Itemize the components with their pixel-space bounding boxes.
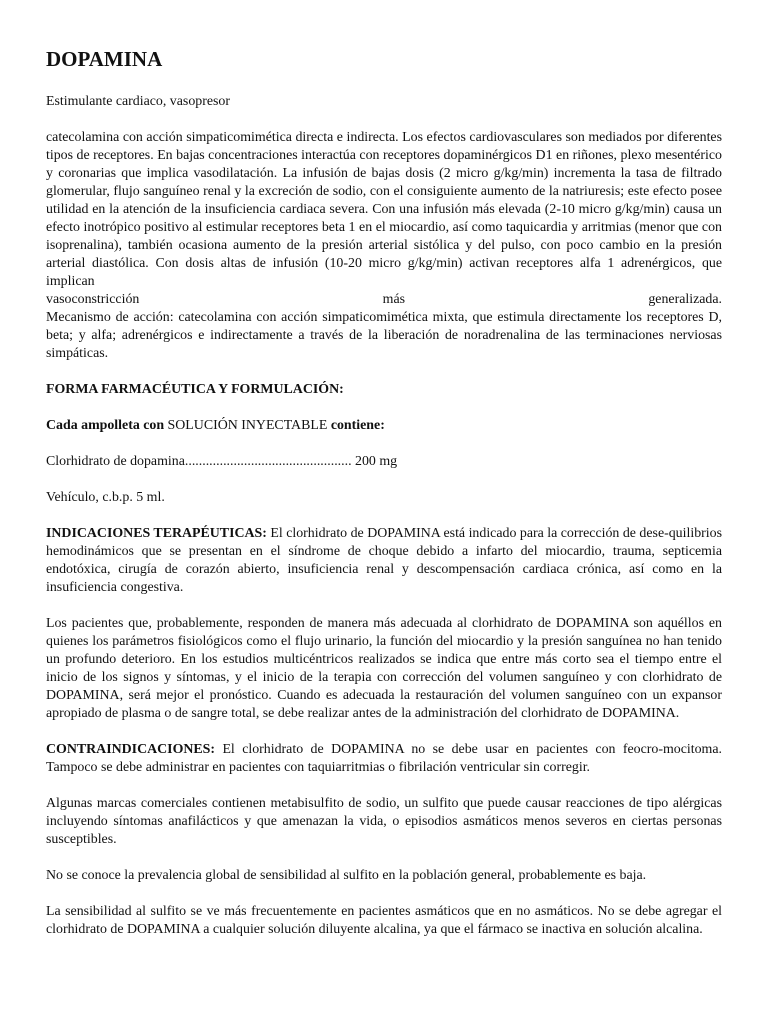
- intro-spread-word-1: vasoconstricción: [46, 292, 140, 308]
- prevalence-paragraph: No se conoce la prevalencia global de sensibilidad al sulfito en la población general, probablemente es baja.: [46, 868, 647, 884]
- vehicle-line: Vehículo, c.b.p. 5 ml.: [46, 490, 165, 506]
- document-title: DOPAMINA: [46, 47, 163, 71]
- spacer: [46, 777, 722, 795]
- sulfite-paragraph: Algunas marcas comerciales contienen metabisulfito de sodio, un sulfito que puede causar reacciones de tipo alérgicas incluyendo síntomas anafilácticos y que amenazan la vida, o episodios asmáticos menos severos en ciertas personas susceptibles.: [46, 796, 722, 848]
- indications-paragraph: [46, 525, 722, 597]
- spacer: [46, 885, 722, 903]
- contraindications-text: El clorhidrato de DOPAMINA no se debe usar en pacientes con feocro-mocitoma. Tampoco se debe administrar en pacientes con taquiarritmias o fibrilación ventricular sin corregir.: [46, 742, 722, 776]
- intro-spread-word-2: más: [382, 292, 406, 308]
- ampoule-line: [46, 417, 722, 435]
- intro-paragraph: catecolamina con acción simpaticomimética directa e indirecta. Los efectos cardiovasculares son mediados por diferentes tipos de receptores. En bajas concentraciones interactúa con receptores dopaminérgicos D1 en riñones, plexo mesentérico y coronarias que implica vasodilatación. La infusión de bajas dosis (2 micro g/kg/min) incrementa la tasa de filtrado glomerular, flujo sanguíneo renal y la excreción de sodio, con el consiguiente aumento de la natriuresis; este efecto posee utilidad en la atención de la insuficiencia cardiaca severa. Con una infusión más elevada (2-10 micro g/kg/min) causa un efecto inotrópico positivo al estimular receptores beta 1 en el miocardio, así como taquicardia y arritmias (menor que con isoprenalina), también ocasiona aumento de la presión arterial sistólica y del pulso, con poco cambio en la presión arterial diastólica. Con dosis altas de infusión (10-20 micro g/kg/min) activan receptores alfa 1 adrenérgicos, que implican: [46, 130, 722, 290]
- indications-text: El clorhidrato de DOPAMINA está indicado para la corrección de dese-quilibrios hemodinámicos que se presentan en el síndrome de choque debido a infarto del miocardio, trauma, septicemia endotóxica, cirugía de corazón abierto, insuficiencia renal y descompensación cardiaca crónica, así como en la insuficiencia congestiva.: [46, 526, 722, 596]
- mechanism-paragraph: Mecanismo de acción: catecolamina con acción simpaticomimética mixta, que estimula directamente los receptores D, beta; y alfa; adrenérgicos e indirectamente a través de la liberación de noradrenalina de las terminaciones nerviosas simpáticas.: [46, 310, 722, 362]
- document-subtitle: Estimulante cardiaco, vasopresor: [46, 94, 230, 110]
- ampoule-tail: contiene:: [330, 418, 385, 434]
- intro-spread-line: [46, 291, 722, 309]
- ampoule-lead: Cada ampolleta con: [46, 418, 165, 434]
- intro-spread-word-3: generalizada.: [648, 292, 722, 308]
- spacer: [46, 435, 722, 453]
- spacer: [46, 597, 722, 615]
- spacer: [46, 111, 722, 129]
- spacer: [46, 471, 722, 489]
- spacer: [46, 399, 722, 417]
- ampoule-middle: SOLUCIÓN INYECTABLE: [164, 418, 331, 434]
- ingredient-line: Clorhidrato de dopamina................................................ 200 mg: [46, 454, 398, 470]
- indications-heading: INDICACIONES TERAPÉUTICAS:: [46, 526, 267, 542]
- spacer: [46, 507, 722, 525]
- formulation-heading: FORMA FARMACÉUTICA Y FORMULACIÓN:: [46, 382, 344, 398]
- contraindications-heading: CONTRAINDICACIONES:: [46, 742, 216, 758]
- asthma-paragraph: La sensibilidad al sulfito se ve más frecuentemente en pacientes asmáticos que en no asmáticos. No se debe agregar el clorhidrato de DOPAMINA a cualquier solución diluyente alcalina, ya que el fármaco se inactiva en solución alcalina.: [46, 904, 722, 938]
- spacer: [46, 363, 722, 381]
- patients-paragraph: Los pacientes que, probablemente, responden de manera más adecuada al clorhidrato de DOPAMINA son aquéllos en quienes los parámetros fisiológicos como el flujo urinario, la función del miocardio y la presión sanguínea no han tenido un profundo deterioro. En los estudios multicéntricos realizados se indica que entre más corto sea el tiempo entre el inicio de los signos y síntomas, y el inicio de la terapia con corrección del volumen sanguíneo y con clorhidrato de DOPAMINA, será mejor el pronóstico. Cuando es adecuada la restauración del volumen sanguíneo con un expansor apropiado de plasma o de sangre total, se debe realizar antes de la administración del clorhidrato de DOPAMINA.: [46, 616, 722, 722]
- spacer: [46, 849, 722, 867]
- spacer: [46, 723, 722, 741]
- contraindications-paragraph: [46, 741, 722, 777]
